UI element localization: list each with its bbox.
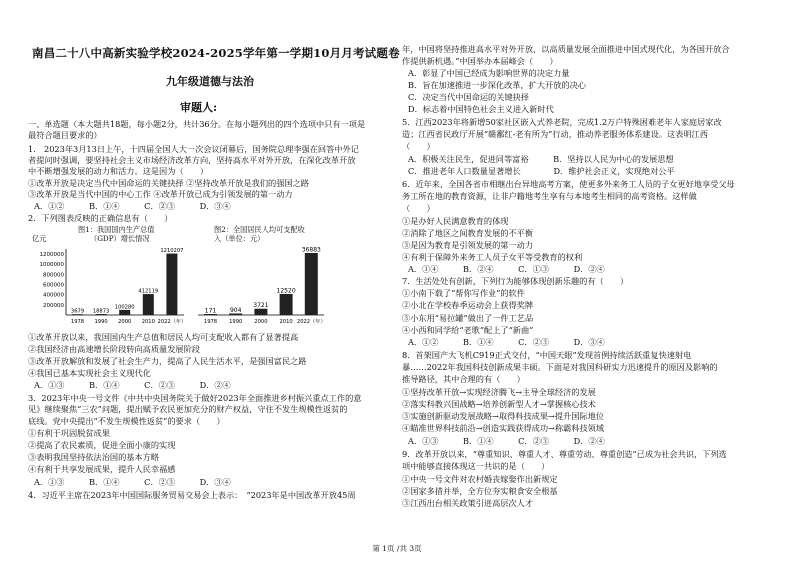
option-line: ④瞄准世界科技前沿→创造实践获得成功→称霸科技领域	[402, 423, 605, 433]
gdp-category-label: 1990	[94, 319, 108, 325]
option-line: ②落实科教兴国战略→培养创新型人才→掌握核心技术	[402, 399, 596, 409]
option-line: ③改革开放解放和发展了社会生产力，提高了人民生活水平，是强国富民之路	[28, 356, 307, 366]
option-line: ②我国经济由高速增长阶段转向高质量发展阶段	[28, 344, 200, 354]
text-line: 9．改革开放以来，“尊重知识、尊重人才、尊重劳动、尊重创造”已成为社会共识，下列选	[402, 449, 727, 459]
option-line: ②小北在学校春季运动会上获得奖牌	[402, 300, 534, 310]
option-line: ③小东用“易拉罐”做出了一件工艺品	[402, 313, 534, 323]
income-chart-title-2: 入（单位：元）	[214, 234, 265, 243]
option-line: ②消除了地区之间教育发展的不平衡	[402, 228, 534, 238]
text-line: 暴……2022年我国科技创新成果丰硕。下面是对我国科研实力迅速提升的原因及影响的	[402, 362, 718, 372]
income-value-label: 12520	[276, 287, 296, 295]
income-category-label: 1990	[229, 319, 243, 325]
answer-choices: A．①② B．①④ C．②③ D．③④	[34, 201, 231, 211]
text-line: 造；江西省民政厅开展“赣鄱红-老有所为”行动，推动养老服务体系建设。这表明江西	[402, 129, 708, 139]
income-value-label: 36883	[301, 246, 321, 254]
text-line: 务工所在地的教育资源，让非户籍地考生享有与本地考生相同的高考资格。这样做	[402, 191, 697, 201]
gdp-value-label: 412119	[138, 288, 159, 295]
text-line: 最符合题目要求的）	[28, 130, 102, 140]
text-line: 中不断增强发展的动力和活力。这是因为（ ）	[28, 166, 209, 176]
option-line: A．彰显了中国已经成为影响世界的决定力量	[408, 68, 570, 78]
y-tick-label: 600000	[43, 282, 64, 289]
text-line: 6．近年来，全国各省市相继出台异地高考方案，使更多外来务工人员的子女更好地享受父母	[402, 179, 735, 189]
y-tick-label: 200000	[43, 302, 64, 309]
income-value-label: 904	[229, 306, 242, 314]
text-line: 项中能够直接体现这一共识的是（ ）	[402, 461, 550, 471]
text-line: 底线。党中央提出“不发生规模性返贫”的要求（ ）	[28, 416, 225, 426]
option-line: ①小南下载了“帮你写作业”的软件	[402, 288, 525, 298]
gdp-category-label: 2010	[141, 319, 155, 325]
answer-choices: A．①③ B．①④ C．②③ D．③④	[34, 477, 231, 487]
income-value-label: 171	[204, 307, 217, 315]
option-line: ①改革开放以来，我国国内生产总值和居民人均可支配收入都有了显著提高	[28, 332, 299, 342]
text-line: 8．首架国产大飞机C919正式交付，“中国天眼”发现首例持续活跃重复快速射电	[402, 350, 692, 360]
text-line: 见》继续聚焦“三农”问题，提出赋予农民更加充分的财产权益，守住不发生规模性返贫的	[28, 404, 348, 414]
answer-choices: A．①④ B．②④ C．①③ D．②④	[408, 264, 605, 274]
income-bar	[280, 294, 293, 315]
income-category-label: 2000	[254, 319, 268, 325]
option-line: ④小西和同学给“老歌”配上了“新曲”	[402, 325, 534, 335]
gdp-bar	[119, 310, 130, 315]
option-line: ③实施创新驱动发展战略→取得科技成果→提升国际地位	[402, 411, 605, 421]
income-chart	[194, 225, 328, 329]
text-line: 4．习近平主席在2023年中国国际服务贸易交易会上表示： “2023年是中国改革开放45周	[28, 490, 356, 500]
text-line: 一、单选题（本大题共18题，每小题2分，共计36分。在每小题列出的四个选项中只有一项是	[28, 119, 366, 129]
income-chart-plot	[194, 243, 328, 329]
gdp-chart-title-2: （GDP）增长情况	[90, 234, 150, 243]
y-tick-label: 1200000	[39, 252, 64, 259]
gdp-category-label: 2022（年）	[157, 319, 187, 325]
option-line: ③是因为教育是引领发展的第一动力	[402, 240, 534, 250]
gdp-chart	[30, 225, 190, 329]
text-line: 3．2023年中央一号文件《中共中央国务院关于做好2023年全面推进乡村振兴重点工作的意	[28, 393, 362, 403]
income-category-label: 1978	[203, 319, 218, 325]
answer-choices: A．①② B．①④ C．②③ D．③④	[408, 337, 605, 347]
gdp-chart-title: 图1：我国国内生产总值	[78, 225, 155, 234]
exam-title: 南昌二十八中高新实验学校2024-2025学年第一学期10月月考试题卷	[32, 46, 400, 60]
exam-subtitle: 九年级道德与法治	[166, 75, 254, 88]
option-line: ①坚持改革开放→实现经济腾飞→主导全球经济的发展	[402, 387, 596, 397]
income-value-label: 3721	[253, 302, 269, 310]
answer-choices: A．①③ B．①④ C．②③ D．②④	[408, 436, 605, 446]
text-line: 推导路径，其中合理的有（ ）	[402, 374, 525, 384]
gdp-category-label: 2000	[118, 319, 132, 325]
text-line: ①改革开放是决定当代中国命运的关键抉择 ②坚持改革开放是我们的强国之路	[28, 178, 309, 188]
option-line: C．决定当代中国命运的关键抉择	[408, 92, 529, 102]
text-line: 1. 2023年3月13日上午，十四届全国人大一次会议闭幕后，国务院总理李强在回答中外记	[28, 144, 359, 154]
gdp-value-label: 100280	[114, 304, 135, 311]
gdp-value-label: 1210207	[160, 248, 184, 255]
option-line: ④有利于保障外来务工人员子女平等受教育的权利	[402, 252, 583, 262]
text-line: 5．江西2023年将新增50家社区嵌入式养老院，完成1.2万户特殊困难老年人家庭居家改	[402, 117, 722, 127]
gdp-value-label: 3679	[70, 308, 85, 315]
text-line: 作提供新机遇。”中国举办本届峰会（ ）	[402, 56, 558, 66]
income-chart-title: 图2：全国居民人均可支配收	[214, 225, 305, 234]
reviewer-label: 审题人:	[180, 101, 218, 114]
option-line: D．标志着中国特色社会主义进入新时代	[408, 104, 554, 114]
gdp-category-label: 1978	[70, 319, 85, 325]
gdp-bar	[143, 294, 154, 315]
gdp-chart-plot	[30, 243, 190, 329]
y-tick-label: 1000000	[39, 262, 64, 269]
option-line: ④我国已基本实现社会主义现代化	[28, 368, 151, 378]
y-tick-label: 800000	[43, 272, 64, 279]
option-line: ②提高了农民素质，促进全面小康的实现	[28, 440, 176, 450]
option-line: ②国家多措并举，全方位夯实粮食安全根基	[402, 486, 558, 496]
option-line: ①是办好人民满意教育的体现	[402, 216, 509, 226]
option-line: B．旨在加速推进一步深化改革，扩大开放的决心	[408, 80, 586, 90]
text-line: 2．下列图表反映的正确信息有（ ）	[28, 213, 173, 223]
gdp-bar	[166, 254, 177, 315]
option-line: A．积极关注民生，促进同等富裕 B．坚持以人民为中心的发展思想	[408, 154, 674, 164]
text-line: ③改革开放是当代中国的中心工作 ④改革开放已成为引领发展的第一动力	[28, 189, 293, 199]
text-line: 者提问时强调，要坚持社会主义市场经济改革方向，坚持高水平对外开放，在深化改革开放	[28, 155, 356, 165]
option-line: C．推进老年人口数量显著增长 D．维护社会正义，实现绝对公平	[408, 166, 675, 176]
option-line: ③表明我国坚持依法治国的基本方略	[28, 452, 160, 462]
income-bar	[254, 309, 267, 315]
option-line: ③江西出台相关政策引进高层次人才	[402, 498, 534, 508]
text-line: 年，中国将坚持推进高水平对外开放，以高质量发展全面推进中国式现代化，为各国开放合	[402, 44, 730, 54]
option-line: ④有利于共享发展成果，提升人民幸福感	[28, 464, 176, 474]
answer-choices: A．①③ B．①④ C．②③ D．②④	[34, 380, 231, 390]
page-footer: 第 1页 /共 3页	[372, 544, 422, 553]
option-line: ①中央一号文件对农村婚丧嫁娶作出新规定	[402, 474, 558, 484]
y-tick-label: 400000	[43, 292, 64, 299]
text-line: 7．生活处处有创新，下列行为能够体现创新乐趣的有（ ）	[402, 276, 629, 286]
text-line: （ ）	[402, 141, 435, 151]
income-category-label: 2022（年）	[296, 319, 326, 325]
gdp-value-label: 18873	[92, 308, 110, 315]
income-category-label: 2010	[279, 319, 293, 325]
gdp-chart-unit: 亿元	[32, 234, 47, 243]
income-bar	[305, 253, 318, 315]
option-line: ①有利于巩固脱贫成果	[28, 428, 110, 438]
right-column	[402, 0, 768, 561]
text-line: （ ）	[402, 203, 435, 213]
